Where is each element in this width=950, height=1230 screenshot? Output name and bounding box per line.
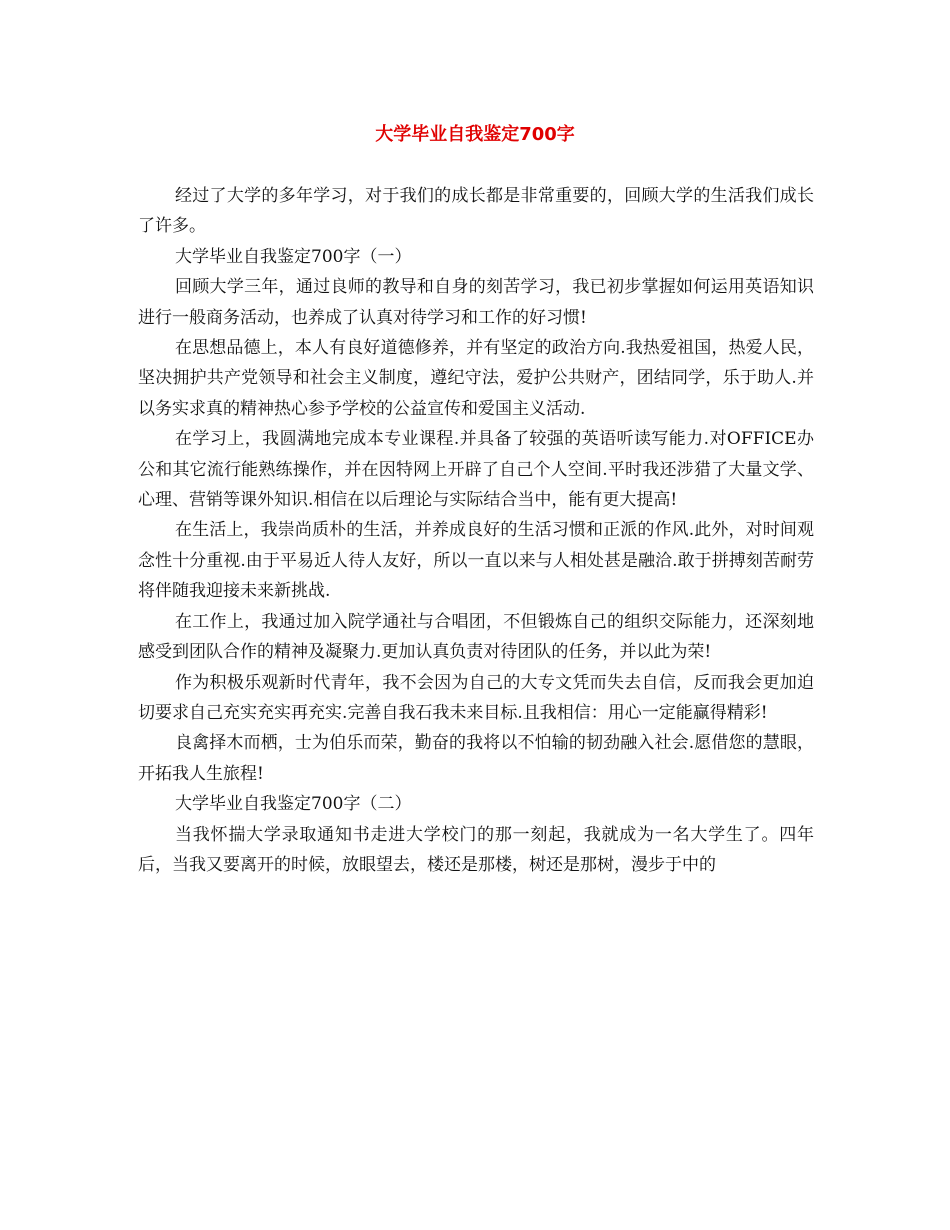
body-paragraph: 在生活上，我崇尚质朴的生活，并养成良好的生活习惯和正派的作风.此外，对时间观念性十分重视.由于平易近人待人友好，所以一直以来与人相处甚是融洽.敢于拼搏刻苦耐劳将伴随我迎接未来新挑战. — [138, 520, 814, 602]
body-paragraph: 在学习上，我圆满地完成本专业课程.并具备了较强的英语听读写能力.对OFFICE办公和其它流行能熟练操作，并在因特网上开辟了自己个人空间.平时我还涉猎了大量文学、心理、营销等课外知识.相信在以后理论与实际结合当中，能有更大提高! — [138, 429, 814, 511]
body-paragraph: 在思想品德上，本人有良好道德修养，并有坚定的政治方向.我热爱祖国，热爱人民，坚决拥护共产党领导和社会主义制度，遵纪守法，爱护公共财产，团结同学，乐于助人.并以务实求真的精神热心参予学校的公益宣传和爱国主义活动. — [138, 338, 814, 419]
section-heading-2: 大学毕业自我鉴定700字（二） — [175, 794, 412, 815]
body-paragraph: 当我怀揣大学录取通知书走进大学校门的那一刻起，我就成为一名大学生了。四年后，当我又要离开的时候，放眼望去，楼还是那楼，树还是那树，漫步于中的 — [138, 824, 814, 875]
body-paragraph: 在工作上，我通过加入院学通社与合唱团，不但锻炼自己的组织交际能力，还深刻地感受到团队合作的精神及凝聚力.更加认真负责对待团队的任务，并以此为荣! — [138, 611, 814, 663]
body-paragraph: 回顾大学三年，通过良师的教导和自身的刻苦学习，我已初步掌握如何运用英语知识进行一般商务活动，也养成了认真对待学习和工作的好习惯! — [138, 277, 814, 328]
body-paragraph: 良禽择木而栖，士为伯乐而荣，勤奋的我将以不怕输的韧劲融入社会.愿借您的慧眼，开拓我人生旅程! — [138, 733, 814, 784]
intro-paragraph: 经过了大学的多年学习，对于我们的成长都是非常重要的，回顾大学的生活我们成长了许多。 — [138, 186, 814, 237]
body-paragraph: 作为积极乐观新时代青年，我不会因为自己的大专文凭而失去自信，反而我会更加迫切要求自己充实充实再充实.完善自我石我未来目标.且我相信：用心一定能赢得精彩! — [138, 672, 814, 723]
section-heading-1: 大学毕业自我鉴定700字（一） — [175, 246, 412, 267]
document-title: 大学毕业自我鉴定700字 — [375, 124, 575, 145]
document-body — [138, 181, 814, 880]
